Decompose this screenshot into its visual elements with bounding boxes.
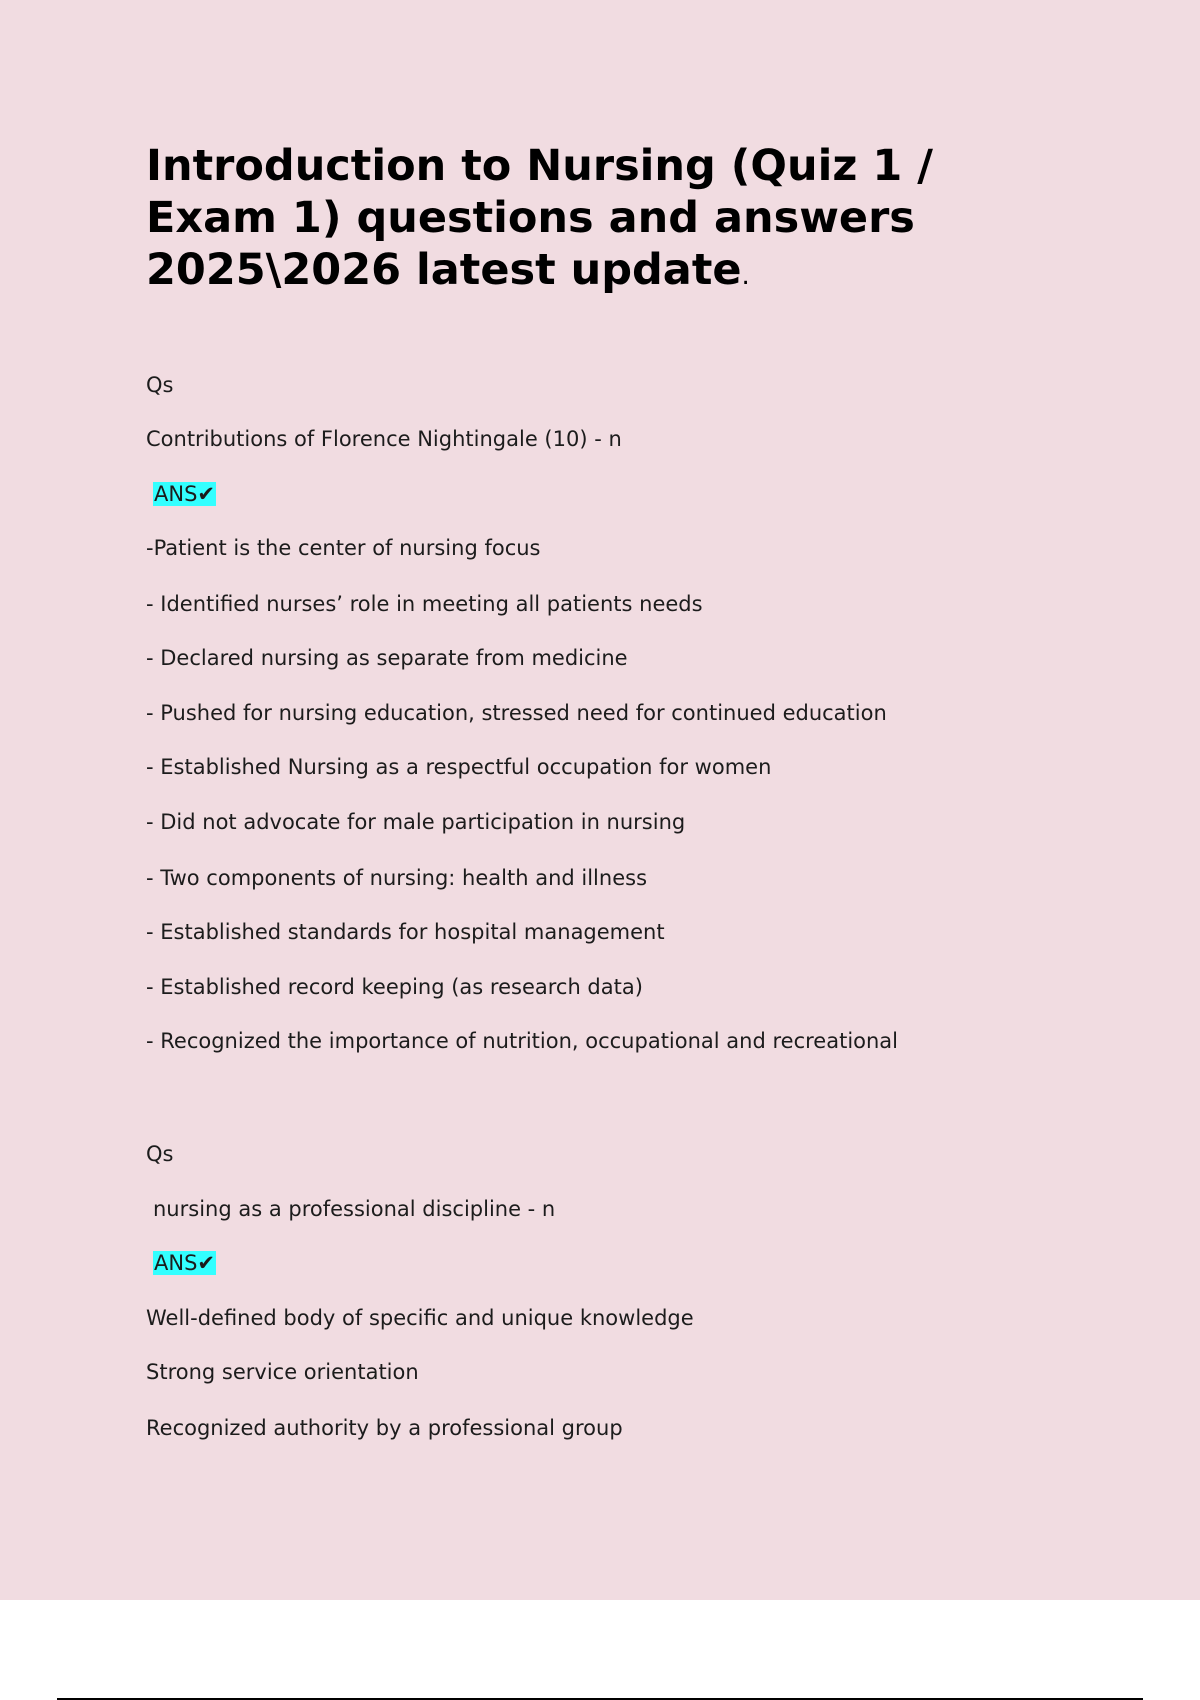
answer-item: - Did not advocate for male participation in nursing	[146, 810, 686, 834]
question-text: nursing as a professional discipline - n	[153, 1197, 556, 1221]
question-text: Contributions of Florence Nightingale (10) - n	[146, 427, 622, 451]
answer-item: Strong service orientation	[146, 1360, 419, 1384]
question-label: Qs	[146, 373, 174, 397]
answer-item: - Recognized the importance of nutrition, occupational and recreational	[146, 1029, 899, 1053]
answer-item: - Two components of nursing: health and illness	[146, 866, 648, 890]
answer-item: - Pushed for nursing education, stressed need for continued education	[146, 701, 887, 725]
answer-item: - Established Nursing as a respectful occupation for women	[146, 755, 772, 779]
answer-item: Recognized authority by a professional group	[146, 1416, 623, 1440]
answer-item: - Identified nurses’ role in meeting all patients needs	[146, 592, 703, 616]
answer-item: - Established standards for hospital management	[146, 920, 665, 944]
answer-item: - Established record keeping (as research data)	[146, 975, 643, 999]
answer-highlight: ANS✔	[154, 482, 216, 506]
answer-item: Well-defined body of specific and unique knowledge	[146, 1306, 694, 1330]
document-title	[146, 140, 1046, 302]
question-label: Qs	[146, 1142, 174, 1166]
answer-highlight: ANS✔	[154, 1251, 216, 1275]
answer-label	[153, 1250, 216, 1276]
answer-item: - Declared nursing as separate from medicine	[146, 646, 628, 670]
document-title-text: Introduction to Nursing (Quiz 1 / Exam 1) questions and answers 2025\2026 latest update	[146, 141, 933, 295]
title-period: .	[741, 261, 750, 291]
answer-label	[153, 481, 216, 507]
answer-item: -Patient is the center of nursing focus	[146, 536, 541, 560]
